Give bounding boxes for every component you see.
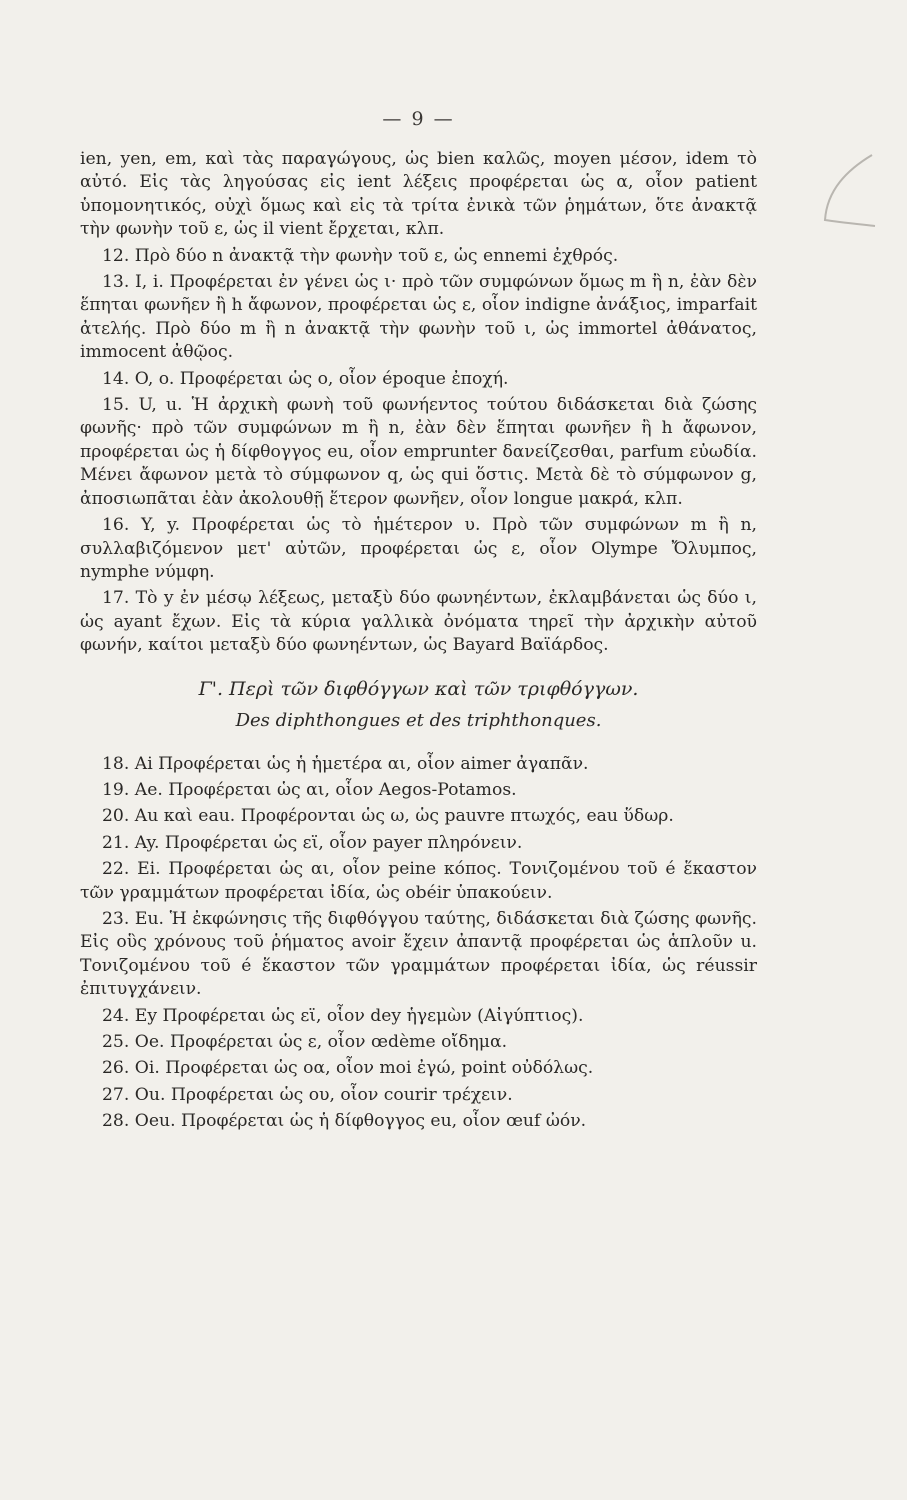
paragraph-17: 17. Τὸ y ἐν μέσῳ λέξεως, μεταξὺ δύο φωνηέντων, ἐκλαμβάνεται ὡς δύο ι, ὡς ayant ἔχων. Εἰς τὰ κύρια γαλλικὰ ὀνόματα τηρεῖ τὴν ἀρχικὴν αὐτοῦ φωνήν, καίτοι μεταξὺ δύο φωνηέντων, ὡς Bayard Βαϊάρδος. bbox=[80, 588, 757, 656]
entry-26: 26. Oi. Προφέρεται ὡς οα, οἷον moi ἐγώ, point οὐδόλως. bbox=[102, 1058, 594, 1079]
entry-22: 22. Ei. Προφέρεται ὡς αι, οἷον peine κόπος. Τονιζομένου τοῦ é ἕκαστον τῶν γραμμάτων προφέρεται ἰδία, ὡς obéir ὑπακούειν. bbox=[80, 859, 757, 903]
paragraph-14: 14. O, o. Προφέρεται ὡς ο, οἷον époque ἐποχή. bbox=[102, 368, 509, 389]
entry-27: 27. Ou. Προφέρεται ὡς ου, οἷον courir τρέχειν. bbox=[102, 1084, 513, 1105]
entry-19: 19. Ae. Προφέρεται ὡς αι, οἷον Aegos-Potamos. bbox=[102, 779, 517, 800]
page-number: — 9 — bbox=[382, 108, 455, 130]
entry-18: 18. Ai Προφέρεται ὡς ἡ ἡμετέρα αι, οἷον aimer ἀγαπᾶν. bbox=[102, 753, 589, 774]
paragraph-12: 12. Πρὸ δύο n ἀνακτᾷ τὴν φωνὴν τοῦ ε, ὡς ennemi ἐχθρός. bbox=[102, 245, 619, 266]
entry-23: 23. Eu. Ἡ ἐκφώνησις τῆς διφθόγγου ταύτης, διδάσκεται διὰ ζώσης φωνῆς. Εἰς οὓς χρόνους τοῦ ῥήματος avoir ἔχειν ἀπαντᾷ προφέρεται ὡς ἁπλοῦν u. Τονιζομένου τοῦ é ἕκαστον τῶν γραμμάτων προφέρεται ἰδία, ὡς réussir ἐπιτυγχάνειν. bbox=[80, 908, 757, 1000]
pencil-mark-icon bbox=[817, 150, 877, 250]
paragraph-16: 16. Y, y. Προφέρεται ὡς τὸ ἡμέτερον υ. Πρὸ τῶν συμφώνων m ἢ n, συλλαβιζόμενον μετ' αὐτῶν, προφέρεται ὡς ε, οἷον Olympe Ὄλυμπος, nymphe νύμφη. bbox=[80, 515, 757, 582]
entry-24: 24. Ey Προφέρεται ὡς εϊ, οἷον dey ἡγεμὼν (Αἰγύπτιος). bbox=[102, 1005, 584, 1026]
section-heading-greek: Γ'. Περὶ τῶν διφθόγγων καὶ τῶν τριφθόγγων. bbox=[198, 677, 639, 700]
entry-21: 21. Ay. Προφέρεται ὡς εϊ, οἷον payer πληρόνειν. bbox=[102, 832, 523, 853]
entry-28: 28. Oeu. Προφέρεται ὡς ἡ δίφθογγος eu, οἷον œuf ὠόν. bbox=[102, 1111, 587, 1132]
entry-20: 20. Au καὶ eau. Προφέρονται ὡς ω, ὡς pauvre πτωχός, eau ὕδωρ. bbox=[102, 806, 674, 827]
section-heading-french: Des diphthongues et des triphthonques. bbox=[235, 709, 602, 731]
paragraph-11-continued: ien, yen, em, καὶ τὰς παραγώγους, ὡς bien καλῶς, moyen μέσον, idem τὸ αὐτό. Εἰς τὰς ληγούσας εἰς ient λέξεις προφέρεται ὡς α, οἷον patient ὑπομονητικός, οὐχὶ ὅμως καὶ εἰς τὰ τρίτα ἐνικὰ τῶν ῥημάτων, ὅτε ἀνακτᾷ τὴν φωνὴν τοῦ ε, ὡς il vient ἔρχεται, κλπ. bbox=[80, 149, 757, 240]
entry-25: 25. Oe. Προφέρεται ὡς ε, οἷον œdème οἴδημα. bbox=[102, 1032, 508, 1052]
paragraph-15: 15. U, u. Ἡ ἀρχικὴ φωνὴ τοῦ φωνήεντος τούτου διδάσκεται διὰ ζώσης φωνῆς· πρὸ τῶν συμφώνων m ἢ n, ἐὰν δὲν ἕπηται φωνῆεν ἢ h ἄφωνον, προφέρεται ὡς ἡ δίφθογγος eu, οἷον emprunter δανείζεσθαι, parfum εὐωδία. Μένει ἄφωνον μετὰ τὸ σύμφωνον q, ὡς qui ὅστις. Μετὰ δὲ τὸ σύμφωνον g, ἀποσιωπᾶται ἐὰν ἀκολουθῇ ἕτερον φωνῆεν, οἷον longue μακρά, κλπ. bbox=[80, 395, 757, 509]
paragraph-13: 13. I, i. Προφέρεται ἐν γένει ὡς ι· πρὸ τῶν συμφώνων ὅμως m ἢ n, ἐὰν δὲν ἕπηται φωνῆεν ἢ h ἄφωνον, προφέρεται ὡς ε, οἷον indigne ἀνάξιος, imparfait ἀτελής. Πρὸ δύο m ἢ n ἀνακτᾷ τὴν φωνὴν τοῦ ι, ὡς immortel ἀθάνατος, immocent ἀθῷος. bbox=[80, 272, 757, 363]
